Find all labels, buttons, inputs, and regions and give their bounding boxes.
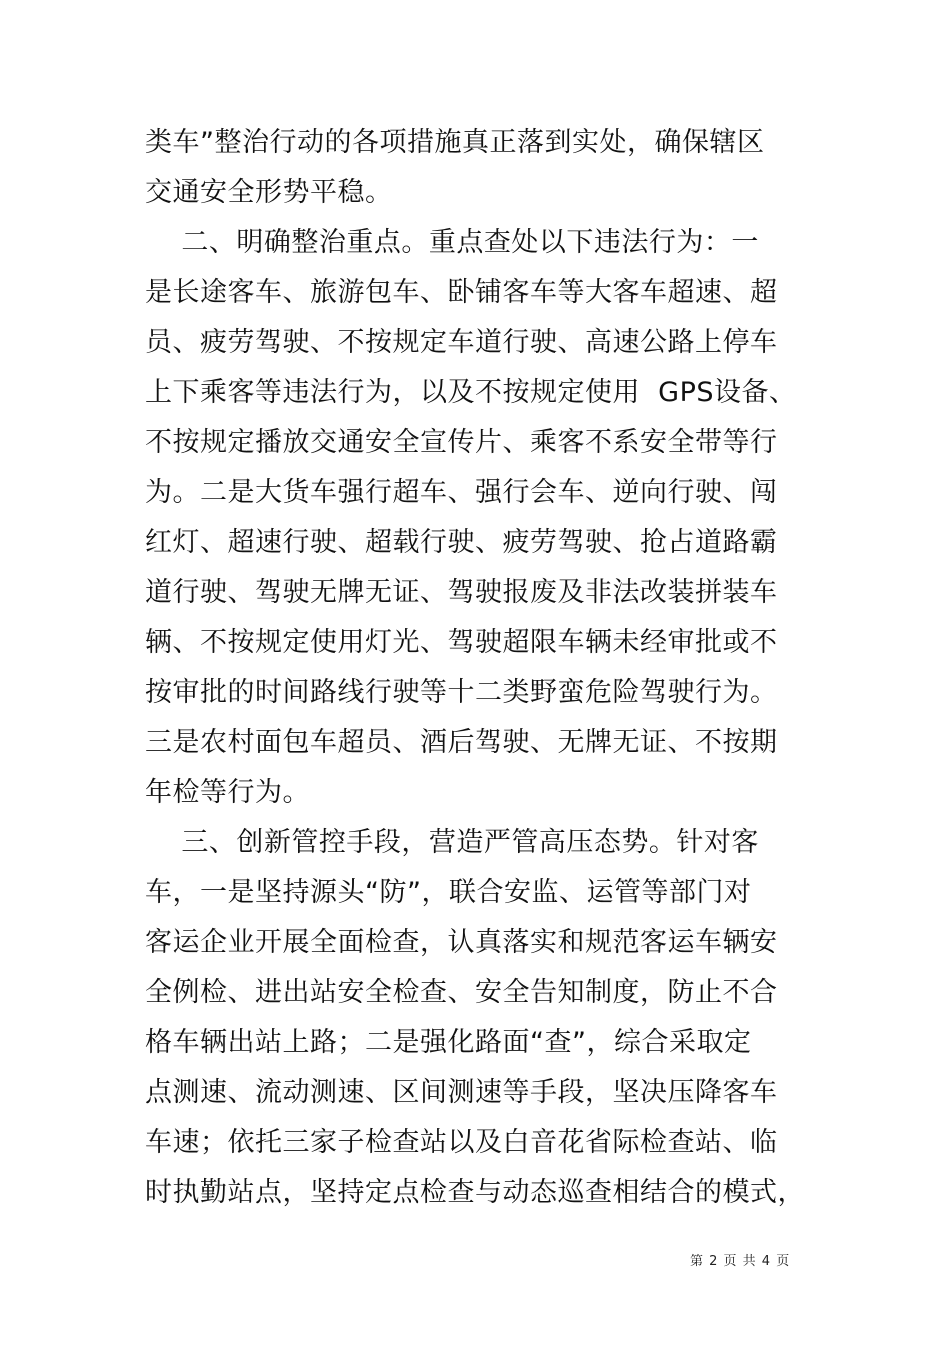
- text-line: 交通安全形势平稳。: [145, 177, 393, 208]
- text-line: 年检等行为。: [145, 777, 310, 808]
- body-text: [145, 118, 805, 1218]
- text-line: 点测速、流动测速、区间测速等手段，坚决压降客车: [145, 1077, 778, 1108]
- text-line: 不按规定播放交通安全宣传片、乘客不系安全带等行: [145, 427, 778, 458]
- text-line: 员、疲劳驾驶、不按规定车道行驶、高速公路上停车: [145, 327, 778, 358]
- text-line: 辆、不按规定使用灯光、驾驶超限车辆未经审批或不: [145, 627, 778, 658]
- text-line: 车速；依托三家子检查站以及白音花省际检查站、临: [145, 1127, 778, 1158]
- text-line: 红灯、超速行驶、超载行驶、疲劳驾驶、抢占道路霸: [145, 527, 778, 558]
- text-line: 二、明确整治重点。重点查处以下违法行为：一: [145, 227, 759, 258]
- text-line: 为。二是大货车强行超车、强行会车、逆向行驶、闯: [145, 477, 778, 508]
- text-line: 客运企业开展全面检查，认真落实和规范客运车辆安: [145, 927, 778, 958]
- text-line: 车，一是坚持源头“防”，联合安监、运管等部门对: [145, 877, 752, 908]
- text-line: 上下乘客等违法行为，以及不按规定使用 GPS设备、: [145, 377, 797, 408]
- text-line: 类车”整治行动的各项措施真正落到实处，确保辖区: [145, 127, 765, 158]
- text-line: 三、创新管控手段，营造严管高压态势。针对客: [145, 827, 759, 858]
- text-line: 全例检、进出站安全检查、安全告知制度，防止不合: [145, 977, 778, 1008]
- text-line: 时执勤站点，坚持定点检查与动态巡查相结合的模式，: [145, 1177, 805, 1208]
- page-number: 第 2 页 共 4 页: [690, 1254, 791, 1269]
- text-line: 三是农村面包车超员、酒后驾驶、无牌无证、不按期: [145, 727, 778, 758]
- text-line: 是长途客车、旅游包车、卧铺客车等大客车超速、超: [145, 277, 778, 308]
- text-line: 格车辆出站上路；二是强化路面“查”，综合采取定: [145, 1027, 752, 1058]
- text-line: 按审批的时间路线行驶等十二类野蛮危险驾驶行为。: [145, 677, 778, 708]
- text-line: 道行驶、驾驶无牌无证、驾驶报废及非法改装拼装车: [145, 577, 778, 608]
